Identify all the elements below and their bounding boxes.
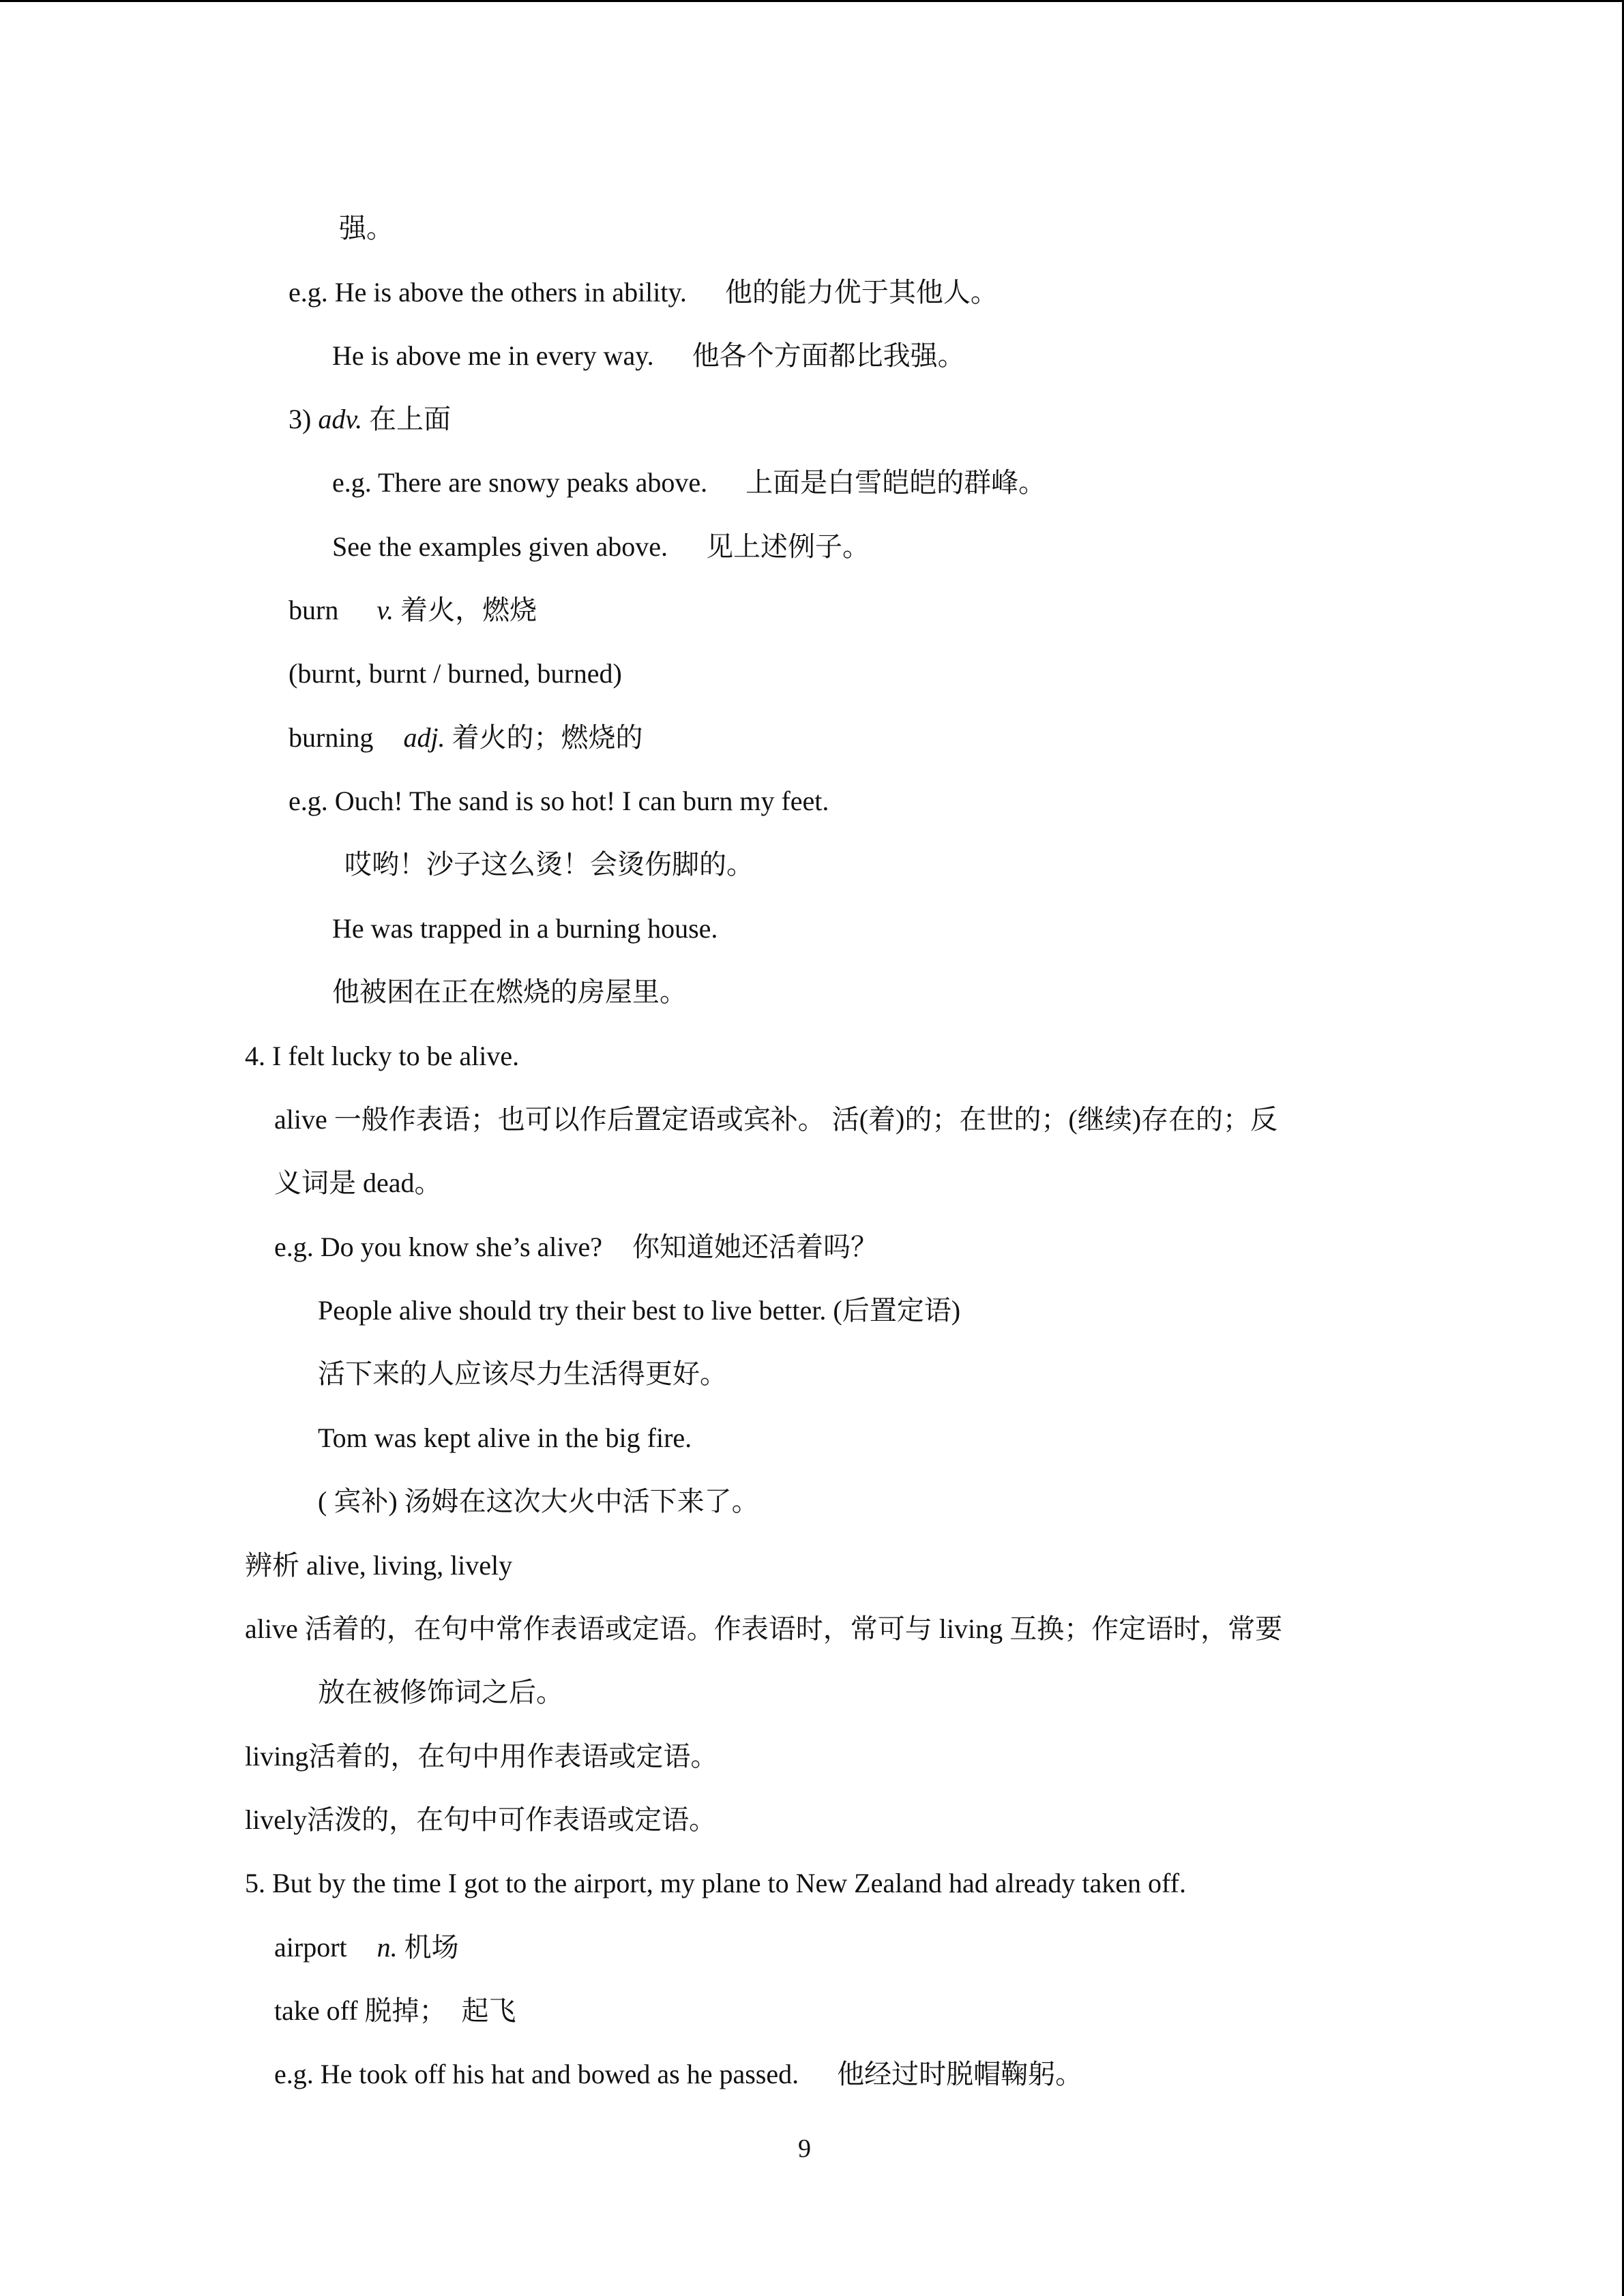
text-span: 强。 — [339, 213, 394, 243]
text-span: 辨析 alive, living, lively — [245, 1550, 513, 1581]
example-en: e.g. There are snowy peaks above. — [332, 467, 708, 498]
example-zh: 活下来的人应该尽力生活得更好。 — [318, 1358, 727, 1389]
vocab-line — [274, 1931, 459, 1964]
example-line — [332, 531, 870, 563]
text-span: living活着的，在句中用作表语或定语。 — [245, 1741, 718, 1772]
part-of-speech: v. — [377, 595, 394, 625]
example-en: People alive should try their best to live better. (后置定语) — [318, 1295, 961, 1326]
text-line — [245, 1613, 1282, 1645]
vocab-word: airport — [274, 1932, 347, 1963]
part-of-speech: n. — [377, 1932, 398, 1963]
example-en: He was trapped in a burning house. — [332, 913, 718, 944]
example-line — [289, 785, 829, 818]
example-en: He is above me in every way. — [332, 340, 654, 371]
comparison-heading — [245, 1549, 512, 1582]
text-line — [245, 1740, 718, 1773]
example-zh: 上面是白雪皑皑的群峰。 — [745, 467, 1046, 498]
example-line — [318, 1485, 759, 1518]
example-en: Tom was kept alive in the big fire. — [318, 1422, 692, 1453]
example-line — [274, 1231, 878, 1264]
vocab-word: burning — [289, 722, 374, 753]
text-span: 4. I felt lucky to be alive. — [245, 1041, 520, 1071]
text-span: lively活泼的，在句中可作表语或定语。 — [245, 1804, 717, 1835]
definition-zh: 着火的；燃烧的 — [452, 722, 643, 753]
text-line — [274, 1103, 1278, 1136]
example-line — [332, 340, 965, 372]
sentence-heading — [245, 1040, 519, 1073]
text-span: 5. But by the time I got to the airport, my plane to New Zealand had already taken off. — [245, 1868, 1186, 1898]
item-number: 3) — [289, 404, 312, 434]
text-line — [274, 1167, 442, 1199]
example-zh: 见上述例子。 — [706, 531, 870, 562]
example-line — [289, 276, 998, 309]
definition-zh: 机场 — [404, 1932, 459, 1963]
text-span: 放在被修饰词之后。 — [318, 1677, 563, 1708]
text-line — [318, 1676, 563, 1709]
example-zh: 你知道她还活着吗？ — [632, 1232, 879, 1262]
definition-line — [289, 403, 451, 436]
example-line — [332, 912, 718, 945]
vocab-line — [274, 1995, 516, 2027]
text-span: alive 活着的，在句中常作表语或定语。作表语时，常可与 living 互换；作定语时，常要 — [245, 1613, 1283, 1644]
text-span: (burnt, burnt / burned, burned) — [289, 658, 622, 689]
example-zh: ( 宾补) 汤姆在这次大火中活下来了。 — [318, 1486, 759, 1517]
text-line — [245, 1804, 716, 1836]
sentence-heading — [245, 1867, 1186, 1900]
definition-zh: 起飞 — [461, 1995, 516, 2026]
part-of-speech: adj. — [403, 722, 445, 753]
example-line — [344, 848, 754, 881]
page-number: 9 — [798, 2134, 811, 2163]
example-en: e.g. Ouch! The sand is so hot! I can burn my feet. — [289, 786, 829, 816]
example-zh: 他被困在正在燃烧的房屋里。 — [332, 976, 687, 1007]
definition-zh: 在上面 — [369, 404, 452, 434]
example-zh: 他经过时脱帽鞠躬。 — [837, 2059, 1083, 2089]
vocab-line — [289, 721, 643, 754]
vocab-word: burn — [289, 595, 339, 625]
example-zh: 哎哟！沙子这么烫！会烫伤脚的。 — [344, 849, 754, 880]
example-line — [274, 2058, 1082, 2091]
example-line — [332, 466, 1046, 499]
text-line — [339, 212, 394, 245]
example-en: e.g. Do you know she’s alive? — [274, 1232, 603, 1262]
definition-zh: 着火，燃烧 — [400, 595, 537, 625]
example-en: See the examples given above. — [332, 531, 668, 562]
part-of-speech: adv. — [318, 404, 363, 434]
example-line — [318, 1294, 960, 1327]
page-top-border — [0, 0, 1624, 2]
example-zh: 他的能力优于其他人。 — [724, 277, 998, 308]
text-span: 义词是 dead。 — [274, 1167, 442, 1198]
text-line — [289, 657, 622, 690]
example-en: e.g. He took off his hat and bowed as he passed. — [274, 2059, 799, 2089]
text-span: alive 一般作表语；也可以作后置定语或宾补。 活(着)的；在世的；(继续)存在的；反 — [274, 1104, 1278, 1135]
example-line — [318, 1358, 727, 1390]
example-line — [332, 976, 687, 1009]
example-en: e.g. He is above the others in ability. — [289, 277, 687, 308]
vocab-word: take off — [274, 1995, 358, 2026]
example-line — [318, 1422, 692, 1455]
example-zh: 他各个方面都比我强。 — [692, 340, 965, 371]
definition-zh: 脱掉； — [364, 1995, 447, 2026]
vocab-line — [289, 594, 537, 627]
